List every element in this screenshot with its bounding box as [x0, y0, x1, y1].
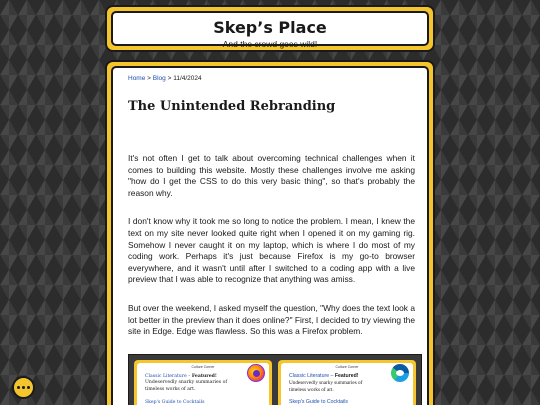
card-entry-dash: – [329, 373, 335, 379]
featured-badge: Featured! [334, 373, 359, 379]
card-entry-title [289, 373, 405, 380]
card-entry-title [145, 373, 261, 380]
card-second-title: Skep's Guide to Cocktails [289, 399, 348, 405]
browser-comparison-image [128, 354, 422, 405]
site-subtitle: And the crowd goes wild! [222, 39, 318, 49]
post-paragraph: But over the weekend, I asked myself the question, "Why does the text look a lot better in the preview than it does online?" First, I decided to try viewing the site in Edge. Edge was flawless. So this was a Firefox problem. [128, 302, 415, 337]
firefox-render-card [134, 360, 272, 405]
breadcrumb-home-link[interactable]: Home [128, 75, 146, 82]
card-entry-link: Classic Literature [145, 374, 187, 379]
breadcrumb-blog-link[interactable]: Blog [152, 75, 166, 82]
breadcrumb-separator: > [167, 75, 172, 82]
more-options-button[interactable] [12, 376, 35, 399]
more-dots-icon [17, 386, 20, 389]
post-paragraph: I don't know why it took me so long to notice the problem. I mean, I knew the text on my site never looked quite right when I opened it on my gaming rig. Somehow I never caught it on my laptop, which is where I do most of my coding work. Perhaps it's just because Firefox is my go-to browser everywhere, and it wasn't until after I switched to a coding app with a live preview that I was able to recognize that anything was amiss. [128, 216, 415, 285]
card-header: Culture Corner [335, 365, 359, 369]
breadcrumb [128, 74, 415, 83]
card-header: Culture Corner [191, 365, 215, 369]
site-header-inner [111, 11, 429, 49]
breadcrumb-current: 11/4/2024 [173, 75, 202, 82]
edge-render-card [278, 360, 416, 405]
more-dots-icon [22, 386, 25, 389]
card-entry-desc: Undeservedly snarky summaries of timeless works of art. [289, 380, 363, 393]
post-title: The Unintended Rebranding [128, 99, 336, 114]
card-entry-link: Classic Literature [289, 373, 330, 379]
edge-icon [391, 364, 409, 382]
more-dots-icon [27, 386, 30, 389]
card-entry-dash: – [186, 374, 192, 379]
card-entry-desc: Undeservedly snarky summaries of timeless works of art. [145, 380, 228, 392]
site-header [105, 5, 435, 52]
breadcrumb-separator: > [147, 75, 151, 82]
post-paragraph: It's not often I get to talk about overcoming technical challenges when it comes to building this website. Mostly these challenges involve me asking "how do I get the CSS to do this very basic thing", so that's probably the reason why. [128, 153, 415, 198]
main-content-inner [111, 66, 429, 405]
card-second-title: Skep's Guide to Cocktails [145, 400, 205, 405]
firefox-icon [247, 364, 265, 382]
site-title[interactable]: Skep’s Place [213, 18, 327, 37]
featured-badge: Featured! [191, 374, 217, 379]
main-content-panel [105, 60, 435, 405]
